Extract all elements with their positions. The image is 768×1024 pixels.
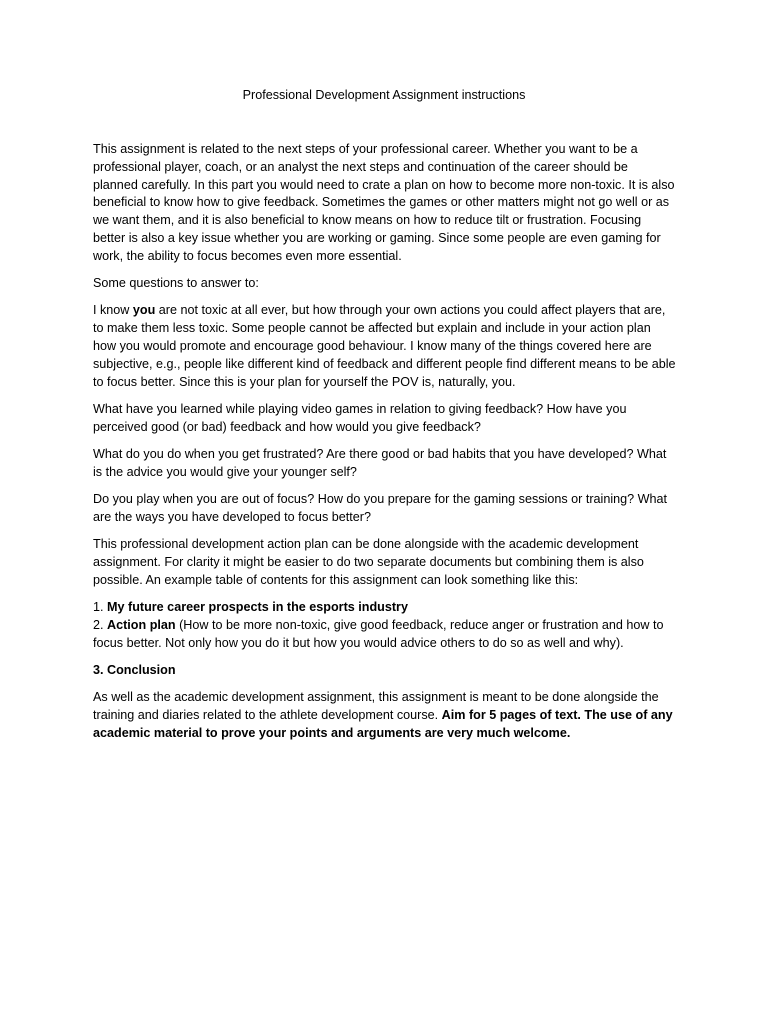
toc-item-label: My future career prospects in the esports industry bbox=[107, 600, 408, 615]
questions-heading: Some questions to answer to: bbox=[93, 276, 259, 291]
toc-item-career bbox=[93, 599, 676, 617]
document-title: Professional Development Assignment instructions bbox=[242, 88, 526, 102]
question-paragraph-feedback: What have you learned while playing video games in relation to giving feedback? How have you perceived good (or bad) feedback and how would you give feedback? bbox=[93, 401, 627, 434]
toc-item-number: 2. bbox=[93, 617, 108, 632]
question-paragraph-focus: Do you play when you are out of focus? How do you prepare for the gaming sessions or training? What are the ways you have developed to focus better? bbox=[93, 492, 668, 524]
question-paragraph-toxicity bbox=[93, 302, 676, 391]
table-of-contents bbox=[93, 599, 676, 652]
toc-item-number: 1. bbox=[93, 600, 108, 615]
emphasis-you: you bbox=[132, 303, 156, 318]
intro-paragraph: This assignment is related to the next steps of your professional career. Whether you want to be a professional player, coach, or an analyst the next steps and continuation of the career should be planned carefully. In this part you would need to crate a plan on how to become more non-toxic. It is also beneficial to know how to give feedback. Sometimes the games or other matters might not go well or as we want them, and it is also beneficial to know means on how to reduce tilt or frustration. Focusing better is also a key issue whether you are working or gaming. Since some people are even gaming for work, the ability to focus becomes even more essential. bbox=[93, 142, 675, 263]
question-text: are not toxic at all ever, but how through your own actions you could affect players that are, to make them less toxic. Some people cannot be affected but explain and include in your action plan how you would promote and encourage good behaviour. I know many of the things covered here are subjective, e.g., people like different kind of feedback and different people find different means to be able to focus better. Since this is your plan for yourself the POV is, naturally, you. bbox=[93, 303, 676, 389]
toc-item-label: Action plan bbox=[107, 617, 176, 632]
toc-item-label: 3. Conclusion bbox=[93, 662, 176, 677]
toc-item-description: (How to be more non-toxic, give good feedback, reduce anger or frustration and how to focus better. Not only how you do it but how you would advice others to do so as well and why). bbox=[93, 617, 664, 650]
closing-text: As well as the academic development assignment, this assignment is meant to be done alongside the training and diaries related to the athlete development course. bbox=[93, 690, 659, 723]
closing-paragraph bbox=[93, 689, 676, 742]
toc-item-action-plan bbox=[93, 617, 676, 653]
toc-item-conclusion bbox=[93, 662, 676, 680]
document-body bbox=[93, 141, 676, 752]
closing-emphasis: Aim for 5 pages of text. The use of any academic material to prove your points and arguments are very much welcome. bbox=[93, 708, 673, 740]
question-paragraph-frustration: What do you do when you get frustrated? Are there good or bad habits that you have developed? What is the advice you would give your younger self? bbox=[93, 446, 667, 479]
toc-intro-paragraph: This professional development action plan can be done alongside with the academic development assignment. For clarity it might be easier to do two separate documents but combining them is also possible. An example table of contents for this assignment can look something like this: bbox=[93, 537, 644, 587]
question-text: I know bbox=[93, 303, 133, 318]
